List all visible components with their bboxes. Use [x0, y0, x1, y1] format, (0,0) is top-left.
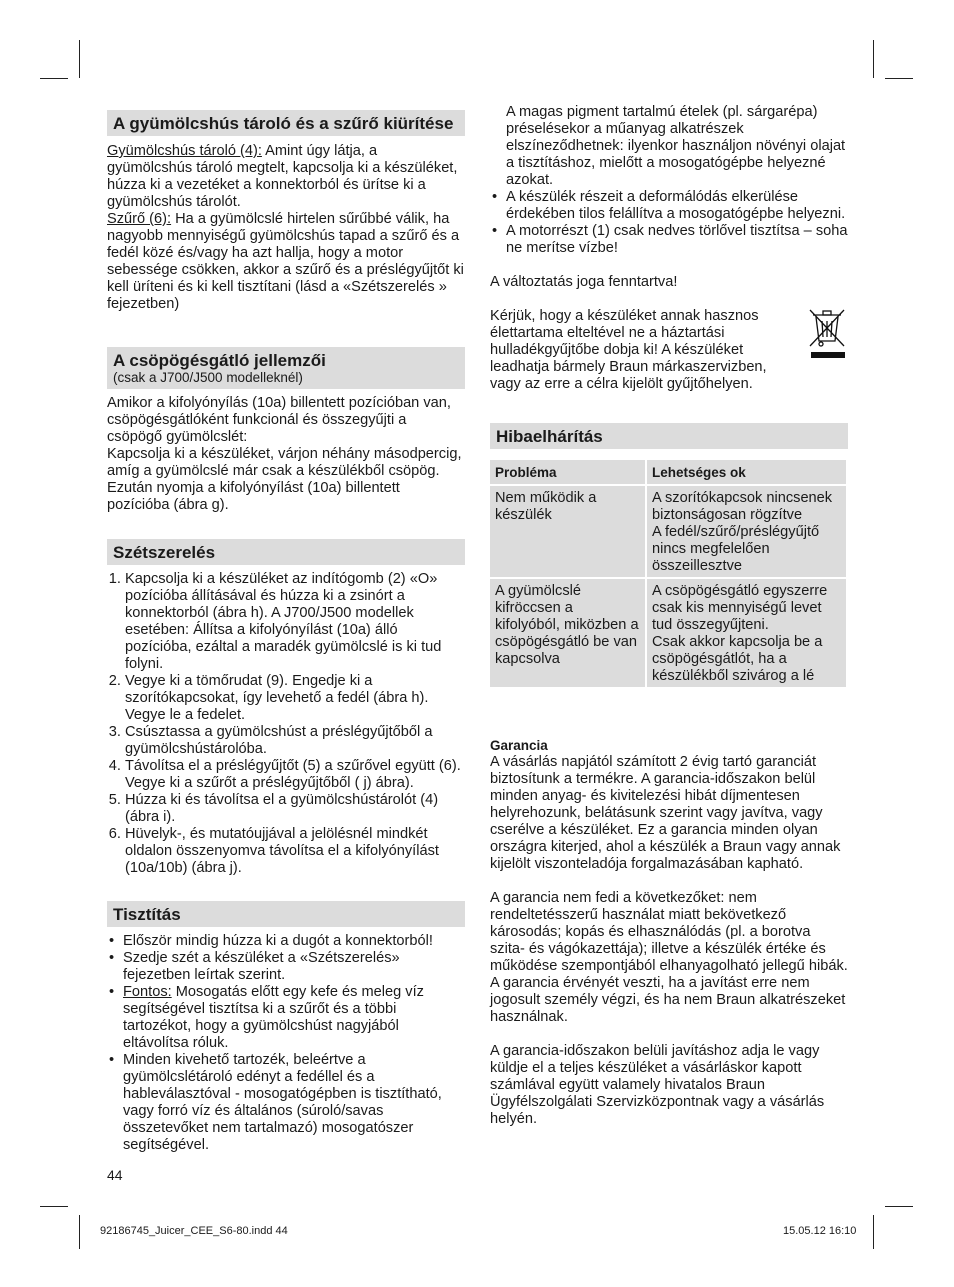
section-subtitle: (csak a J700/J500 modelleknél) [113, 370, 303, 385]
crop-mark [40, 78, 68, 79]
label-underlined: Gyümölcshús tároló (4): [107, 143, 262, 159]
list-item: 5. Húzza ki és távolítsa el a gyümölcshústárolót (4) (ábra i). [125, 792, 465, 826]
paragraph [107, 143, 465, 211]
bullet-list [107, 933, 465, 1154]
list-item: • A motorrészt (1) csak nedves törlővel tisztítsa – soha ne merítse vízbe! [506, 223, 848, 257]
section-heading: Szétszerelés [107, 539, 465, 565]
crop-mark [873, 1215, 874, 1249]
paragraph: A magas pigment tartalmú ételek (pl. sárgarépa) préselésekor a műanyag alkatrészek elszíneződhetnek: ilyenkor használjon növényi olajat a tisztításhoz, mielőtt a mosogatógépbe helyezné azokat. [506, 104, 846, 188]
table-row [490, 484, 846, 577]
left-column [107, 110, 465, 1154]
table-header-row [490, 460, 846, 484]
section-title: A csöpögésgátló jellemzői [113, 351, 326, 370]
paragraph: A garancia-időszakon belüli javításhoz adja le vagy küldje el a teljes készüléket a vásárláskor kapott számlával együtt valamely hivatalos Braun Ügyfélszolgálati Szervizközpontnak vagy a vásárlás helyén. [490, 1043, 825, 1127]
right-column [490, 104, 848, 1128]
troubleshooting-table [488, 460, 848, 687]
table-row [490, 577, 846, 687]
cause-cell: A szorítókapcsok nincsenek biztonságosan rögzítve A fedél/szűrő/préslégyűjtő nincs megfelelően összeillesztve [647, 484, 846, 577]
section-heading: A gyümölcshús tároló és a szűrő kiürítése [107, 110, 465, 136]
section-heading [107, 347, 465, 389]
list-item: • Szedje szét a készüléket a «Szétszerelés» fejezetben leírtak szerint. [123, 950, 465, 984]
footer-date: 15.05.12 16:10 [783, 1225, 857, 1237]
label-underlined: Szűrő (6): [107, 211, 172, 227]
paragraph-text: Amint úgy látja, a gyümölcshús tároló megtelt, kapcsolja ki a készüléket, húzza ki a vezetéket a konnektorból és ürítse ki a gyümölcshús tárolót. [107, 143, 458, 210]
list-item: 6. Hüvelyk-, és mutatóujjával a jelölésnél mindkét oldalon összenyomva távolítsa el a kifolyónyílást (10a/10b) (ábra j). [125, 826, 465, 877]
crop-mark [40, 1206, 68, 1207]
list-item: • Először mindig húzza ki a dugót a konnektorból! [123, 933, 465, 950]
problem-cell: Nem működik a készülék [490, 484, 645, 577]
list-item [123, 984, 465, 1052]
section-heading: Tisztítás [107, 901, 465, 927]
crop-mark [79, 40, 80, 78]
paragraph: Amikor a kifolyónyílás (10a) billentett pozícióban van, csöpögésgátlóként funkcionál és összegyűjti a csöpögő gyümölcslét: [107, 395, 451, 445]
list-item: 3. Csúsztassa a gyümölcshúst a préslégyűjtőből a gyümölcshústárolóba. [125, 724, 465, 758]
list-item-text: Mosogatás előtt egy kefe és meleg víz segítségével tisztítsa ki a szűrőt és a többi tartozékot, hogy a gyümölcshúst nagyjából eltávolítsa róluk. [123, 984, 424, 1051]
crop-mark [885, 78, 913, 79]
list-item: • A készülék részeit a deformálódás elkerülése érdekében tilos felállítva a mosogatógépbe helyezni. [506, 189, 848, 223]
bullet-list [490, 189, 848, 257]
warranty-title: Garancia [490, 738, 548, 753]
paragraph: Kapcsolja ki a készüléket, várjon néhány másodpercig, amíg a gyümölcslé már csak a készülékből csöpög. Ezután nyomja a kifolyónyílást (10a) billentett pozícióba (ábra g). [107, 446, 462, 513]
paragraph-text: Ha a gyümölcslé hirtelen sűrűbbé válik, ha nagyobb mennyiségű gyümölcshús tapad a szűrő és a fedél közé és/vagy ha azt hallja, hogy a motor sebessége csökken, akkor a szűrő és a préslégyűjtőt ki kell üríteni és ki kell tisztítani (lásd a «Szétszerelés » fejezetben) [107, 211, 464, 312]
problem-cell: A gyümölcslé kifröccsen a kifolyóból, miközben a csöpögésgátló be van kapcsolva [490, 577, 645, 687]
column-header: Probléma [490, 460, 645, 484]
section-heading: Hibaelhárítás [490, 423, 848, 449]
numbered-list [107, 571, 465, 877]
footer-file: 92186745_Juicer_CEE_S6-80.indd 44 [100, 1225, 288, 1237]
notice-text: A változtatás joga fenntartva! [490, 274, 678, 290]
crop-mark [79, 1215, 80, 1249]
list-item: 2. Vegye ki a tömőrudat (9). Engedje ki a szorítókapcsokat, így levehető a fedél (ábra h). Vegye le a fedelet. [125, 673, 465, 724]
crossed-bin-icon [808, 308, 848, 360]
paragraph: A vásárlás napjától számított 2 évig tartó garanciát biztosítunk a termékre. A garancia-időszakon belül minden anyag- és kivitelezési hibát díjmentesen helyrehozunk, belátásunk szerint vagy javítva, vagy cserélve a készüléket. Ez a garancia minden olyan országra kiterjed, ahol a készülék a Braun vagy annak kijelölt viszonteladója forgalmazásában kapható. [490, 754, 841, 872]
page-number: 44 [107, 1167, 123, 1183]
disposal-text: Kérjük, hogy a készüléket annak hasznos élettartama elteltével ne a háztartási hulladékgyűjtőbe dobja ki! A készüléket leadhatja bármely Braun márkaszervizben, vagy az erre a célra kijelölt gyűjtőhelyen. [490, 308, 767, 392]
paragraph: A garancia nem fedi a következőket: nem rendeltetésszerű használat miatt bekövetkező károsodás; kopás és elhasználódás (pl. a borotva szita- és vágókazettája); illetve a készülék értéke és működése szempontjából elhanyagolható jellegű hibák. A garancia érvényét veszti, ha a javítást erre nem jogosult személy végzi, és ha nem Braun alkatrészeket használnak. [490, 890, 848, 1025]
crop-mark [885, 1206, 913, 1207]
crop-mark [873, 40, 874, 78]
list-item: • Minden kivehető tartozék, beleértve a gyümölcslétároló edényt a fedéllel és a hableválasztóval - mosogatógépben is tisztítható, vagy forró víz és általános (súroló/savas összetevőket nem tartalmazó) mosogatószer segítségével. [123, 1052, 465, 1154]
list-item: 1. Kapcsolja ki a készüléket az indítógomb (2) «O» pozícióba állításával és húzza ki a zsinórt a konnektorból (ábra h). A J700/J500 modellek esetében: Állítsa a kifolyónyílást (10a) álló pozícióba, ezáltal a maradék gyümölcslé is ki tud folyni. [125, 571, 465, 673]
cause-cell: A csöpögésgátló egyszerre csak kis mennyiségű levet tud összegyűjteni. Csak akkor kapcsolja be a csöpögésgátlót, ha a készülékből szivárog a lé [647, 577, 846, 687]
disposal-block [490, 308, 848, 393]
label-underlined: Fontos: [123, 984, 172, 1000]
paragraph [107, 211, 465, 313]
list-item: 4. Távolítsa el a préslégyűjtőt (5) a szűrővel együtt (6). Vegye ki a szűrőt a préslégyűjtőből ( j) ábra). [125, 758, 465, 792]
column-header: Lehetséges ok [647, 460, 846, 484]
